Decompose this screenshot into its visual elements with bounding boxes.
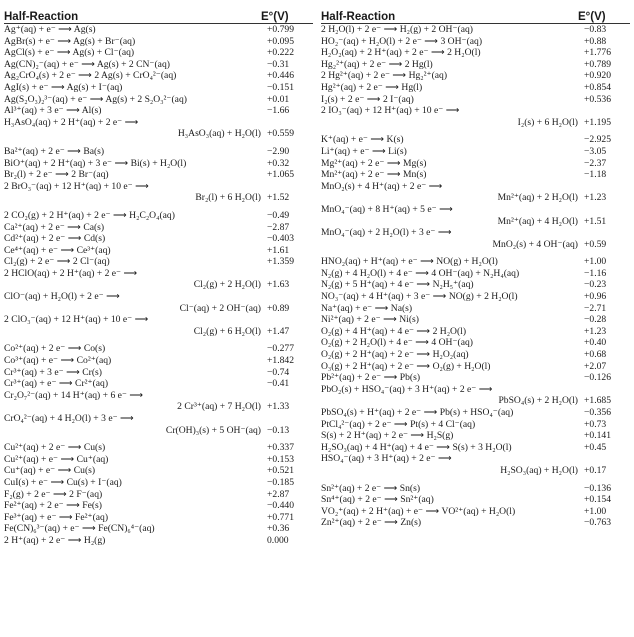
half-reaction [4, 181, 267, 204]
half-reaction [321, 181, 584, 204]
standard-potential: +1.359 [267, 256, 294, 268]
table-row [4, 268, 313, 291]
half-reaction: K⁺(aq) + e⁻ ⟶ K(s) [321, 134, 404, 146]
standard-potential: −2.90 [267, 145, 290, 157]
standard-potential: −2.87 [267, 221, 290, 233]
standard-potential: −0.126 [584, 372, 611, 384]
half-reaction: O₂(g) + 2 H⁺(aq) + 2 e⁻ ⟶ H₂O₂(aq) [321, 349, 469, 361]
standard-potential: −0.151 [267, 81, 294, 93]
table-row [4, 465, 313, 477]
standard-potential: +0.854 [584, 81, 611, 93]
half-reaction: AgBr(s) + e⁻ ⟶ Ag(s) + Br⁻(aq) [4, 35, 136, 47]
half-reaction: Co³⁺(aq) + e⁻ ⟶ Co²⁺(aq) [4, 355, 112, 367]
table-row [321, 291, 630, 303]
table-row [321, 483, 630, 495]
half-reaction-products: Cr(OH)₃(s) + 5 OH⁻(aq) [165, 424, 261, 436]
table-row [4, 59, 313, 71]
table-row [4, 117, 313, 140]
table-row [4, 442, 313, 454]
standard-potential: +0.36 [267, 523, 290, 535]
half-reaction-line: 2 ClO₃⁻(aq) + 12 H⁺(aq) + 10 e⁻ ⟶ [4, 314, 149, 326]
half-reaction: NO₃⁻(aq) + 4 H⁺(aq) + 3 e⁻ ⟶ NO(g) + 2 H₂O(l) [321, 291, 518, 303]
standard-potential: +1.52 [267, 192, 290, 204]
table-row [4, 378, 313, 390]
standard-potential: +1.00 [584, 256, 607, 268]
half-reaction-products: Cl₂(g) + 6 H₂O(l) [193, 325, 261, 337]
column-header [4, 4, 313, 24]
half-reaction-products: Cl⁻(aq) + 2 OH⁻(aq) [179, 302, 261, 314]
half-reaction: Cl₂(g) + 2 e⁻ ⟶ 2 Cl⁻(aq) [4, 256, 110, 268]
standard-potential: +1.065 [267, 169, 294, 181]
half-reaction-line: 2 IO₃⁻(aq) + 12 H⁺(aq) + 10 e⁻ ⟶ [321, 105, 460, 117]
half-reaction: Ba²⁺(aq) + 2 e⁻ ⟶ Ba(s) [4, 145, 105, 157]
half-reaction: I₂(s) + 2 e⁻ ⟶ 2 I⁻(aq) [321, 93, 414, 105]
standard-potential: −0.74 [267, 366, 290, 378]
header-half-reaction: Half-Reaction [321, 11, 396, 23]
standard-potential: +0.68 [584, 349, 607, 361]
half-reaction: Hg₂²⁺(aq) + 2 e⁻ ⟶ 2 Hg(l) [321, 58, 433, 70]
half-reaction: Al³⁺(aq) + 3 e⁻ ⟶ Al(s) [4, 105, 102, 117]
table-row [321, 204, 630, 227]
half-reaction-line: Cr₂O₇²⁻(aq) + 14 H⁺(aq) + 6 e⁻ ⟶ [4, 389, 144, 401]
standard-potential: +0.559 [267, 128, 294, 140]
half-reaction: Co²⁺(aq) + 2 e⁻ ⟶ Co(s) [4, 343, 106, 355]
table-row [321, 349, 630, 361]
table-row [4, 105, 313, 117]
standard-potential: +1.23 [584, 325, 607, 337]
half-reaction: Fe³⁺(aq) + e⁻ ⟶ Fe²⁺(aq) [4, 511, 109, 523]
half-reaction: O₂(g) + 4 H⁺(aq) + 4 e⁻ ⟶ 2 H₂O(l) [321, 325, 467, 337]
table-row [4, 367, 313, 379]
half-reaction [4, 390, 267, 413]
half-reaction: Cu²⁺(aq) + e⁻ ⟶ Cu⁺(aq) [4, 453, 109, 465]
table-row [321, 337, 630, 349]
half-reaction [4, 413, 267, 436]
table-row [321, 24, 630, 36]
table-row [321, 517, 630, 529]
half-reaction: O₂(g) + 2 H₂O(l) + 4 e⁻ ⟶ 4 OH⁻(aq) [321, 337, 473, 349]
half-reaction-line: MnO₄⁻(aq) + 8 H⁺(aq) + 5 e⁻ ⟶ [321, 203, 453, 215]
half-reaction: BiO⁺(aq) + 2 H⁺(aq) + 3 e⁻ ⟶ Bi(s) + H₂O(l) [4, 157, 187, 169]
half-reaction-products: I₂(s) + 6 H₂O(l) [517, 116, 578, 128]
half-reaction: AgI(s) + e⁻ ⟶ Ag(s) + I⁻(aq) [4, 81, 123, 93]
half-reaction: F₂(g) + 2 e⁻ ⟶ 2 F⁻(aq) [4, 488, 103, 500]
half-reaction: Cu²⁺(aq) + 2 e⁻ ⟶ Cu(s) [4, 442, 106, 454]
table-row [321, 70, 630, 82]
column-header [321, 4, 630, 24]
standard-potential: −1.18 [584, 169, 607, 181]
table-row [321, 303, 630, 315]
standard-potential: −0.440 [267, 500, 294, 512]
half-reaction: Br₂(l) + 2 e⁻ ⟶ 2 Br⁻(aq) [4, 169, 109, 181]
half-reaction: Ag⁺(aq) + e⁻ ⟶ Ag(s) [4, 24, 96, 35]
half-reaction: N₂(g) + 5 H⁺(aq) + 4 e⁻ ⟶ N₂H₅⁺(aq) [321, 279, 474, 291]
half-reaction [4, 117, 267, 140]
standard-potential: +1.61 [267, 244, 290, 256]
standard-potential: +1.33 [267, 401, 290, 413]
half-reaction: H₂SO₃(aq) + 4 H⁺(aq) + 4 e⁻ ⟶ S(s) + 3 H₂O(l) [321, 441, 512, 453]
half-reaction: Mg²⁺(aq) + 2 e⁻ ⟶ Mg(s) [321, 157, 427, 169]
standard-potential: +0.88 [584, 35, 607, 47]
table-row [4, 82, 313, 94]
half-reaction [321, 105, 584, 128]
reaction-list [321, 24, 630, 529]
half-reaction: Sn⁴⁺(aq) + 2 e⁻ ⟶ Sn²⁺(aq) [321, 494, 434, 506]
half-reaction: Mn²⁺(aq) + 2 e⁻ ⟶ Mn(s) [321, 169, 427, 181]
header-potential: E°(V) [261, 11, 289, 23]
half-reaction-line: 2 BrO₃⁻(aq) + 12 H⁺(aq) + 10 e⁻ ⟶ [4, 180, 149, 192]
half-reaction: VO₂⁺(aq) + 2 H⁺(aq) + e⁻ ⟶ VO²⁺(aq) + H₂O(l) [321, 505, 516, 517]
half-reaction: S(s) + 2 H⁺(aq) + 2 e⁻ ⟶ H₂S(g) [321, 430, 454, 442]
table-row [4, 512, 313, 524]
table-row [4, 489, 313, 501]
half-reaction [321, 453, 584, 476]
half-reaction-line: MnO₂(s) + 4 H⁺(aq) + 2 e⁻ ⟶ [321, 180, 443, 192]
half-reaction [4, 291, 267, 314]
standard-potential: +0.153 [267, 453, 294, 465]
half-reaction: Pb²⁺(aq) + 2 e⁻ ⟶ Pb(s) [321, 372, 421, 384]
standard-potential: −0.136 [584, 482, 611, 494]
standard-potential: −0.28 [584, 314, 607, 326]
table-row [321, 256, 630, 268]
table-row [321, 430, 630, 442]
half-reaction-products: Mn²⁺(aq) + 2 H₂O(l) [497, 192, 578, 204]
half-reaction-line: 2 HClO(aq) + 2 H⁺(aq) + 2 e⁻ ⟶ [4, 267, 138, 279]
standard-potential: +0.536 [584, 93, 611, 105]
standard-potential: −0.13 [267, 424, 290, 436]
standard-potential: +1.842 [267, 355, 294, 367]
half-reaction-products: 2 Cr³⁺(aq) + 7 H₂O(l) [177, 401, 261, 413]
half-reaction: CuI(s) + e⁻ ⟶ Cu(s) + I⁻(aq) [4, 476, 122, 488]
table-row [321, 134, 630, 146]
half-reaction: Hg²⁺(aq) + 2 e⁻ ⟶ Hg(l) [321, 81, 423, 93]
standard-potential: −2.925 [584, 134, 611, 146]
half-reaction: Zn²⁺(aq) + 2 e⁻ ⟶ Zn(s) [321, 517, 422, 529]
half-reaction [321, 227, 584, 250]
table-row [4, 47, 313, 59]
standard-potential: +0.446 [267, 70, 294, 82]
table-row [321, 361, 630, 373]
standard-potential: −2.71 [584, 302, 607, 314]
half-reaction-products: Cl₂(g) + 2 H₂O(l) [193, 279, 261, 291]
half-reaction [4, 314, 267, 337]
table-row [4, 535, 313, 547]
table-row [4, 413, 313, 436]
standard-potential: +0.141 [584, 430, 611, 442]
table-row [4, 210, 313, 222]
table-row [321, 494, 630, 506]
table-row [321, 169, 630, 181]
table-row [4, 477, 313, 489]
standard-potential: +0.45 [584, 441, 607, 453]
half-reaction: 2 H₂O(l) + 2 e⁻ ⟶ H₂(g) + 2 OH⁻(aq) [321, 24, 473, 35]
half-reaction: Cd²⁺(aq) + 2 e⁻ ⟶ Cd(s) [4, 233, 106, 245]
standard-potential: −2.37 [584, 157, 607, 169]
table-row [4, 355, 313, 367]
standard-potential: +1.23 [584, 192, 607, 204]
standard-potential: −0.31 [267, 58, 290, 70]
standard-potential: −0.49 [267, 209, 290, 221]
standard-potential: −1.66 [267, 105, 290, 117]
table-row [321, 407, 630, 419]
standard-potential: +1.00 [584, 505, 607, 517]
standard-potential: −0.277 [267, 343, 294, 355]
table-row [4, 24, 313, 36]
table-row [321, 181, 630, 204]
table-row [4, 169, 313, 181]
half-reaction: HNO₂(aq) + H⁺(aq) + e⁻ ⟶ NO(g) + H₂O(l) [321, 256, 498, 268]
half-reaction: Cr³⁺(aq) + e⁻ ⟶ Cr²⁺(aq) [4, 378, 109, 390]
table-column-left [4, 4, 313, 637]
standard-potential: +0.01 [267, 93, 290, 105]
standard-potential: −3.05 [584, 145, 607, 157]
standard-potential: +1.685 [584, 395, 611, 407]
half-reaction [321, 384, 584, 407]
table-row [321, 326, 630, 338]
standard-potential: +0.095 [267, 35, 294, 47]
table-row [321, 94, 630, 106]
half-reaction [4, 268, 267, 291]
half-reaction: 2 CO₂(g) + 2 H⁺(aq) + 2 e⁻ ⟶ H₂C₂O₄(aq) [4, 209, 175, 221]
table-row [4, 523, 313, 535]
half-reaction: Ag(S₂O₃)₂³⁻(aq) + e⁻ ⟶ Ag(s) + 2 S₂O₃²⁻(aq) [4, 93, 187, 105]
standard-potential: +1.51 [584, 215, 607, 227]
half-reaction: 2 Hg²⁺(aq) + 2 e⁻ ⟶ Hg₂²⁺(aq) [321, 70, 448, 82]
reaction-list [4, 24, 313, 547]
table-row [4, 70, 313, 82]
table-row [321, 419, 630, 431]
table-row [321, 82, 630, 94]
standard-potential: −1.16 [584, 267, 607, 279]
standard-potential: −0.23 [584, 279, 607, 291]
standard-potential: +0.59 [584, 238, 607, 250]
table-row [4, 314, 313, 337]
half-reaction [321, 204, 584, 227]
table-row [4, 233, 313, 245]
table-row [4, 94, 313, 106]
table-row [4, 291, 313, 314]
table-row [321, 314, 630, 326]
table-row [4, 158, 313, 170]
table-row [321, 105, 630, 128]
half-reaction-products: MnO₂(s) + 4 OH⁻(aq) [492, 238, 578, 250]
standard-potential: +0.521 [267, 465, 294, 477]
standard-potential: −0.185 [267, 476, 294, 488]
half-reaction: N₂(g) + 4 H₂O(l) + 4 e⁻ ⟶ 4 OH⁻(aq) + N₂H₄(aq) [321, 267, 520, 279]
standard-potential: −0.403 [267, 233, 294, 245]
table-row [321, 146, 630, 158]
half-reaction-line: PbO₂(s) + HSO₄⁻(aq) + 3 H⁺(aq) + 2 e⁻ ⟶ [321, 383, 493, 395]
table-column-right [321, 4, 630, 637]
standard-potential: +0.771 [267, 511, 294, 523]
table-row [321, 279, 630, 291]
standard-potential: +0.96 [584, 291, 607, 303]
standard-potential: +0.920 [584, 70, 611, 82]
half-reaction-line: H₃AsO₄(aq) + 2 H⁺(aq) + 2 e⁻ ⟶ [4, 116, 139, 128]
half-reaction-line: MnO₄⁻(aq) + 2 H₂O(l) + 3 e⁻ ⟶ [321, 227, 452, 239]
table-row [321, 158, 630, 170]
half-reaction: PbSO₄(s) + H⁺(aq) + 2 e⁻ ⟶ Pb(s) + HSO₄⁻(aq) [321, 407, 514, 418]
standard-potential: −0.83 [584, 24, 607, 35]
half-reaction-products: H₂SO₃(aq) + H₂O(l) [500, 464, 578, 476]
table-row [4, 343, 313, 355]
standard-potential: +0.32 [267, 157, 290, 169]
half-reaction-products: Mn²⁺(aq) + 4 H₂O(l) [497, 215, 578, 227]
table-row [4, 390, 313, 413]
half-reaction: Li⁺(aq) + e⁻ ⟶ Li(s) [321, 145, 407, 157]
table-row [321, 59, 630, 71]
half-reaction: Ag₂CrO₄(s) + 2 e⁻ ⟶ 2 Ag(s) + CrO₄²⁻(aq) [4, 70, 177, 82]
table-row [4, 222, 313, 234]
table-row [321, 47, 630, 59]
half-reaction: Sn²⁺(aq) + 2 e⁻ ⟶ Sn(s) [321, 482, 421, 494]
standard-potential: −0.41 [267, 378, 290, 390]
half-reaction: PtCl₄²⁻(aq) + 2 e⁻ ⟶ Pt(s) + 4 Cl⁻(aq) [321, 418, 476, 430]
table-row [321, 453, 630, 476]
table-row [321, 506, 630, 518]
table-row [321, 227, 630, 250]
standard-potential: 0.000 [267, 534, 289, 546]
standard-potential: −0.763 [584, 517, 611, 529]
standard-potential: +0.89 [267, 302, 290, 314]
table-row [4, 454, 313, 466]
standard-potential: +1.63 [267, 279, 290, 291]
half-reaction-products: Br₂(l) + 6 H₂O(l) [195, 192, 261, 204]
table-row [321, 384, 630, 407]
half-reaction: H₂O₂(aq) + 2 H⁺(aq) + 2 e⁻ ⟶ 2 H₂O(l) [321, 47, 481, 59]
standard-potential: −0.356 [584, 407, 611, 418]
table-row [321, 372, 630, 384]
standard-potential: +2.87 [267, 488, 290, 500]
standard-potential: +0.154 [584, 494, 611, 506]
standard-potential: +0.222 [267, 47, 294, 59]
header-potential: E°(V) [578, 11, 606, 23]
table-row [321, 442, 630, 454]
table-row [4, 245, 313, 257]
standard-potential: +1.195 [584, 116, 611, 128]
table-row [4, 146, 313, 158]
half-reaction: Cu⁺(aq) + e⁻ ⟶ Cu(s) [4, 465, 96, 477]
half-reaction: Fe(CN)₆³⁻(aq) + e⁻ ⟶ Fe(CN)₆⁴⁻(aq) [4, 523, 155, 535]
standard-potential: +0.73 [584, 418, 607, 430]
half-reaction-products: H₃AsO₃(aq) + H₂O(l) [177, 128, 261, 140]
half-reaction: Ag(CN)₂⁻(aq) + e⁻ ⟶ Ag(s) + 2 CN⁻(aq) [4, 58, 170, 70]
half-reaction: Fe²⁺(aq) + 2 e⁻ ⟶ Fe(s) [4, 500, 102, 512]
half-reaction-line: CrO₄²⁻(aq) + 4 H₂O(l) + 3 e⁻ ⟶ [4, 413, 134, 424]
standard-potential: +0.40 [584, 337, 607, 349]
table-row [4, 36, 313, 48]
table-row [4, 181, 313, 204]
half-reaction: Cr³⁺(aq) + 3 e⁻ ⟶ Cr(s) [4, 366, 102, 378]
half-reaction: HO₂⁻(aq) + H₂O(l) + 2 e⁻ ⟶ 3 OH⁻(aq) [321, 35, 483, 47]
half-reaction: O₃(g) + 2 H⁺(aq) + 2 e⁻ ⟶ O₂(g) + H₂O(l) [321, 360, 491, 372]
half-reaction: Ce⁴⁺(aq) + e⁻ ⟶ Ce³⁺(aq) [4, 244, 111, 256]
table-row [321, 36, 630, 48]
half-reaction: Na⁺(aq) + e⁻ ⟶ Na(s) [321, 302, 413, 314]
half-reaction: 2 H⁺(aq) + 2 e⁻ ⟶ H₂(g) [4, 534, 106, 546]
half-reaction: AgCl(s) + e⁻ ⟶ Ag(s) + Cl⁻(aq) [4, 47, 135, 59]
standard-potential: +0.799 [267, 24, 294, 35]
table-row [321, 268, 630, 280]
half-reaction-line: HSO₄⁻(aq) + 3 H⁺(aq) + 2 e⁻ ⟶ [321, 453, 452, 465]
standard-potential: +2.07 [584, 360, 607, 372]
standard-potential: +1.776 [584, 47, 611, 59]
standard-potential: +0.17 [584, 464, 607, 476]
half-reaction-products: PbSO₄(s) + 2 H₂O(l) [498, 395, 578, 407]
half-reaction: Ca²⁺(aq) + 2 e⁻ ⟶ Ca(s) [4, 221, 105, 233]
standard-potential: +1.47 [267, 325, 290, 337]
half-reaction-line: ClO⁻(aq) + H₂O(l) + 2 e⁻ ⟶ [4, 291, 120, 303]
header-half-reaction: Half-Reaction [4, 11, 79, 23]
table-row [4, 256, 313, 268]
standard-potential: +0.789 [584, 58, 611, 70]
standard-potential: +0.337 [267, 442, 294, 454]
half-reaction: Ni²⁺(aq) + 2 e⁻ ⟶ Ni(s) [321, 314, 419, 326]
table-row [4, 500, 313, 512]
